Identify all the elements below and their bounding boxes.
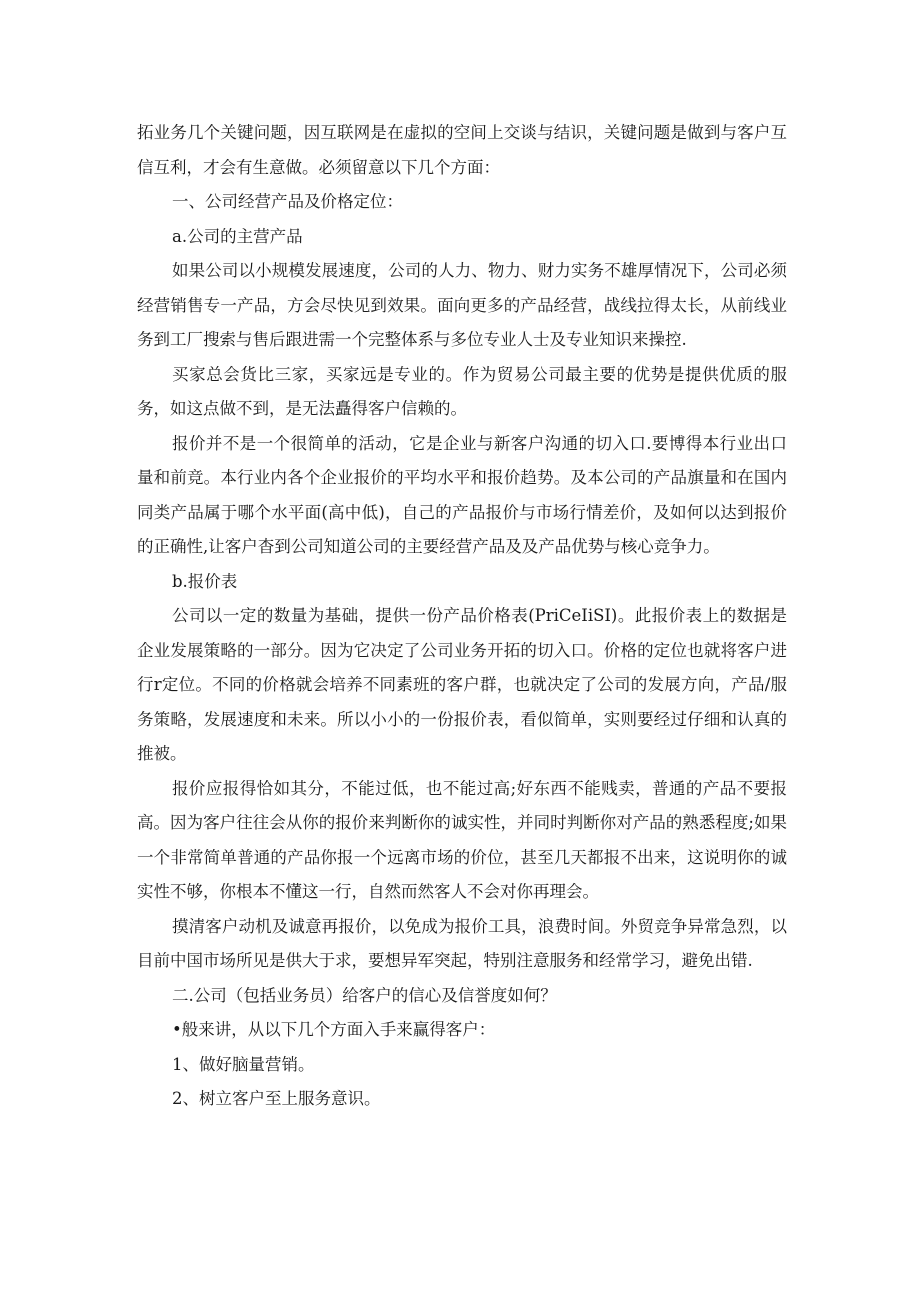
section-heading-confidence-credibility: 二.公司（包括业务员）给客户的信心及信誉度如何？ bbox=[172, 985, 557, 1005]
paragraph-main-products: 如果公司以小规模发展速度，公司的人力、物力、财力实务不雄厚情况下，公司必须经营销售专一产品，方会尽快见到效果。面向更多的产品经营，战线拉得太长，从前线业务到工厂搜索与售后跟进需一个完整体系与多位专业人士及专业知识来操控. bbox=[137, 261, 787, 349]
list-intro-win-customers: •般来讲，从以下几个方面入手来赢得客户： bbox=[172, 1020, 496, 1039]
document-body bbox=[137, 116, 787, 1117]
paragraph-buyers-compare: 买家总会货比三家，买家远是专业的。作为贸易公司最主要的优势是提供优质的服务，如这点做不到，是无法矗得客户信赖的。 bbox=[137, 364, 787, 418]
paragraph-price-list: 公司以一定的数量为基础，提供一份产品价格表(PriCeIiSI)。此报价表上的数据是企业发展策略的一部分。因为它决定了公司业务开拓的切入口。价格的定位也就将客户进行r定位。不同的价格就会培养不同素班的客户群，也就决定了公司的发展方向，产品/服务策略，发展速度和未来。所以小小的一份报价表，看似简单，实则要经过仔细和认真的推被。 bbox=[137, 606, 787, 763]
list-item-marketing: 1、做好脑量营销。 bbox=[172, 1054, 315, 1074]
section-heading-products-pricing: 一、公司经营产品及价格定位： bbox=[172, 192, 403, 211]
paragraph-quotation-activity: 报价并不是一个很简单的活动，它是企业与新客户沟通的切入口.要博得本行业出口量和前竞。本行业内各个企业报价的平均水平和报价趋势。及本公司的产品旗量和在国内同类产品属于哪个水平面(高中低)，自己的产品报价与市场行情差价，及如何以达到报价的正确性,让客户杳到公司知道公司的主要经营产品及及产品优势与核心竞争力。 bbox=[137, 433, 787, 556]
subheading-price-list: b.报价表 bbox=[172, 571, 238, 591]
subheading-main-products: a.公司的主营产品 bbox=[172, 226, 303, 246]
paragraph-intro-continuation: 拓业务几个关键问题，因互联网是在虚拟的空间上交谈与结识，关键问题是做到与客户互信互利，才会有生意做。必须留意以下几个方面： bbox=[137, 123, 787, 177]
list-item-service-awareness: 2、树立客户至上服务意识。 bbox=[172, 1089, 381, 1108]
paragraph-quote-appropriately: 报价应报得恰如其分，不能过低，也不能过高;好东西不能贱卖，普通的产品不要报高。因为客户往往会从你的报价来判断你的诚实性，并同时判断你对产品的熟悉程度;如果一个非常简单普通的产品你报一个远离市场的价位，甚至几天都报不出来，这说明你的诚实性不够，你根本不懂这一行，自然而然客人不会对你再理会。 bbox=[137, 778, 787, 901]
paragraph-customer-motive: 摸清客户动机及诚意再报价，以免成为报价工具，浪费时间。外贸竞争异常急烈，以目前中国市场所见是供大于求，要想异军突起，特别注意服务和经常学习，避免出错. bbox=[137, 916, 787, 970]
